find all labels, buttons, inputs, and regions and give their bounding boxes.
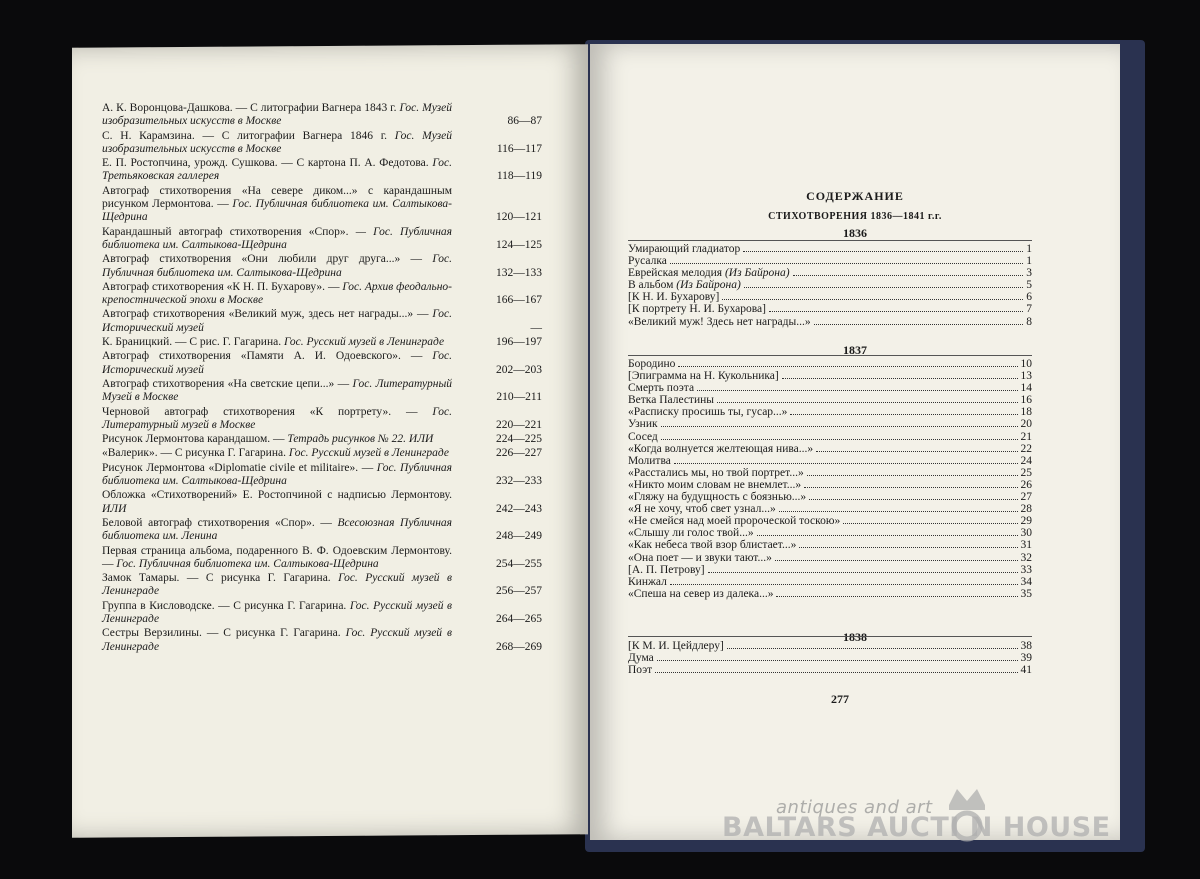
toc-entry-title-wrap [628, 394, 714, 406]
watermark-tagline: antiques and art [776, 797, 933, 818]
toc-entry-page: 29 [1020, 515, 1032, 528]
dot-leader [708, 572, 1018, 573]
toc-entry [628, 316, 1032, 328]
toc-entry-page: 1 [1026, 255, 1032, 268]
illustration-caption [102, 253, 452, 280]
toc-year: 1838 [843, 630, 867, 644]
illustration-caption-text: Группа в Кисловодске. — С рисунка Г. Гагарина. [102, 599, 347, 612]
dot-leader [782, 378, 1018, 379]
illustration-caption [102, 462, 452, 489]
toc-entry-page: 41 [1020, 664, 1032, 677]
toc-entry-title: Узник [628, 418, 658, 431]
toc-entry [628, 455, 1032, 467]
illustration-caption [102, 102, 452, 129]
illustration-pages: 202—203 [496, 363, 542, 376]
dot-leader [661, 439, 1018, 440]
dot-leader [790, 414, 1017, 415]
toc-entry-title-wrap [628, 503, 776, 515]
illustration-entry [102, 572, 542, 599]
toc-entry [628, 267, 1032, 279]
toc-entry-title-wrap [628, 527, 754, 539]
dot-leader [807, 475, 1018, 476]
toc-entry-title-wrap [628, 588, 773, 600]
illustration-entry [102, 433, 542, 446]
toc-entry [628, 291, 1032, 303]
toc-entry-title: Сосед [628, 430, 658, 443]
toc-entry-page: 39 [1020, 652, 1032, 665]
toc-entry-title: Умирающий гладиатор [628, 243, 741, 255]
toc-entry-title-wrap [628, 418, 658, 430]
illustration-caption-text: Автограф стихотворения «На севере диком...» с карандашным рисунком Лермонтова. — [102, 184, 452, 211]
illustration-entry [102, 378, 542, 405]
toc-entry-page: 34 [1020, 575, 1032, 588]
toc-entry-title-wrap [628, 370, 779, 382]
illustrations-list [102, 102, 542, 655]
illustration-entry [102, 545, 542, 572]
illustration-caption [102, 627, 452, 654]
illustration-caption [102, 447, 452, 460]
dot-leader [670, 584, 1018, 585]
illustration-caption-text: Автограф стихотворения «Они любили друг друга...» — [102, 253, 423, 266]
toc-entry [628, 491, 1032, 503]
illustration-pages: 224—225 [496, 433, 542, 446]
toc-heading: СОДЕРЖАНИЕ [806, 189, 904, 203]
illustration-caption-text: Рисунок Лермонтова карандашом. — [102, 433, 285, 446]
toc-entry-title-wrap [628, 382, 694, 394]
illustration-entry [102, 185, 542, 225]
illustration-source: Гос. Русский музей в Ленинграде [283, 336, 445, 349]
watermark-title: BALTARS AUCTI N HOUSE [722, 812, 1111, 843]
illustration-caption [102, 545, 452, 572]
illustration-caption-text: К. Браницкий. — С рис. Г. Гагарина. [102, 336, 282, 349]
dot-leader [779, 511, 1018, 512]
toc-entry-page: 10 [1020, 358, 1032, 370]
toc-entry-page: 7 [1026, 303, 1032, 316]
illustration-pages: 166—167 [496, 294, 542, 307]
dot-leader [809, 499, 1017, 500]
dot-leader [727, 648, 1018, 649]
toc-entry-title: «Никто моим словам не внемлет...» [628, 478, 802, 491]
illustration-source: Гос. Публичная библиотека им. Салтыкова-Щедрина [102, 198, 452, 224]
toc-entry-title-wrap [628, 652, 654, 664]
toc-entry [628, 418, 1032, 430]
illustration-caption [102, 308, 452, 335]
illustration-caption [102, 130, 452, 157]
illustration-pages: 268—269 [496, 640, 542, 653]
illustration-caption [102, 406, 452, 433]
toc-entry [628, 370, 1032, 382]
illustration-entry [102, 102, 542, 129]
dot-leader [674, 463, 1018, 464]
dot-leader [717, 402, 1018, 403]
illustration-caption-text: Беловой автограф стихотворения «Спор». — [102, 516, 332, 529]
illustration-entry [102, 226, 542, 253]
illustration-caption-text: Е. П. Ростопчина, урожд. Сушкова. — С картона П. А. Федотова. [102, 157, 429, 170]
illustration-entry [102, 350, 542, 377]
toc-entry-title: Ветка Палестины [628, 394, 714, 407]
dot-leader [804, 487, 1017, 488]
illustration-pages: — [530, 321, 542, 334]
toc-entry [628, 243, 1032, 255]
illustration-caption-text: Автограф стихотворения «На светские цепи...» — [102, 377, 350, 390]
toc-entry-title-wrap [628, 303, 766, 315]
illustration-source: Гос. Архив феодально-крепостнической эпохи в Москве [102, 280, 452, 307]
toc-entry-title: Бородино [628, 358, 676, 370]
dot-leader [843, 523, 1017, 524]
toc-entry-page: 21 [1020, 430, 1032, 443]
dot-leader [743, 251, 1023, 252]
toc-entry-title-wrap [628, 316, 811, 328]
toc-entry-title: «Как небеса твой взор блистает...» [628, 539, 797, 552]
toc-entry-title-wrap [628, 243, 740, 255]
dot-leader [744, 287, 1023, 288]
toc-entry [628, 503, 1032, 515]
toc-entry [628, 576, 1032, 588]
toc-section [628, 243, 1032, 328]
illustration-source: Гос. Русский музей в Ленинграде [102, 599, 452, 625]
illustration-source: Гос. Музей изобразительных искусств в Москве [102, 102, 452, 128]
toc-entry-title: [К Н. И. Бухарову] [628, 291, 720, 304]
toc-entry-title: [К портрету Н. И. Бухарова] [628, 303, 766, 316]
toc-year: 1836 [843, 226, 867, 240]
toc-entry-title-wrap [628, 564, 705, 576]
toc-entry-title-wrap [628, 267, 790, 279]
toc-subheading: СТИХОТВОРЕНИЯ 1836—1841 г.г. [768, 211, 942, 222]
toc-entry [628, 552, 1032, 564]
toc-entry [628, 406, 1032, 418]
illustration-caption-text: Замок Тамары. — С рисунка Г. Гагарина. [102, 572, 331, 585]
toc-entry-page: 22 [1020, 442, 1032, 455]
illustration-pages: 196—197 [496, 336, 542, 349]
illustration-caption [102, 600, 452, 627]
toc-entry-page: 18 [1020, 406, 1032, 419]
illustration-caption [102, 489, 452, 516]
illustration-caption [102, 350, 452, 377]
illustration-pages: 132—133 [496, 266, 542, 279]
toc-entry-title-wrap [628, 539, 796, 551]
toc-entry-title-wrap [628, 664, 652, 676]
illustration-source: Гос. Русский музей в Ленинграде [102, 572, 452, 598]
page-number: 277 [831, 692, 849, 706]
illustration-source: Гос. Русский музей в Ленинграде [102, 627, 452, 653]
toc-entry-title: «Расписку просишь ты, гусар...» [628, 406, 788, 419]
toc-entry-title: Кинжал [628, 575, 667, 588]
toc-entry-page: 28 [1020, 503, 1032, 516]
toc-entry-note: (Из Байрона) [676, 279, 741, 292]
toc-entry-title-wrap [628, 406, 787, 418]
toc-entry-title: [К М. И. Цейдлеру] [628, 640, 724, 652]
toc-entry-title: [А. П. Петрову] [628, 563, 705, 576]
toc-entry-title-wrap [628, 255, 667, 267]
toc-entry [628, 279, 1032, 291]
illustration-source: ИЛИ [102, 502, 127, 515]
illustration-caption [102, 226, 452, 253]
toc-entry [628, 358, 1032, 370]
toc-entry-title-wrap [628, 552, 772, 564]
illustration-source: Гос. Публичная библиотека им. Салтыкова-Щедрина [116, 557, 379, 570]
illustration-source: Гос. Публичная библиотека им. Салтыкова-Щедрина [102, 461, 453, 488]
toc-entry-title-wrap [628, 358, 675, 370]
toc-entry-page: 32 [1020, 551, 1032, 564]
illustration-entry [102, 600, 542, 627]
toc-entry-page: 16 [1020, 394, 1032, 407]
illustration-caption [102, 517, 452, 544]
dot-leader [776, 596, 1017, 597]
toc-entry-title: «Она поет — и звуки тают...» [628, 551, 772, 564]
illustration-source: Гос. Музей изобразительных искусств в Москве [102, 129, 453, 155]
illustration-caption-text: Автограф стихотворения «Памяти А. И. Одоевского». — [102, 350, 423, 363]
dot-leader [661, 426, 1018, 427]
illustration-caption [102, 336, 452, 349]
toc-entry-title-wrap [628, 291, 719, 303]
illustration-pages: 118—119 [496, 170, 542, 183]
illustration-caption [102, 281, 452, 308]
toc-entry-title-wrap [628, 467, 804, 479]
toc-entry-title: Дума [628, 652, 654, 665]
illustration-caption-text: Сестры Верзилины. — С рисунка Г. Гагарина. [102, 627, 341, 640]
toc-entry-page: 33 [1020, 563, 1032, 576]
toc-entry [628, 588, 1032, 600]
dot-leader [655, 672, 1017, 673]
illustration-entry [102, 336, 542, 349]
toc-entry-title-wrap [628, 455, 671, 467]
toc-entry-page: 14 [1020, 382, 1032, 395]
illustration-pages: 124—125 [496, 238, 542, 251]
illustration-pages: 232—233 [496, 475, 542, 488]
illustration-entry [102, 308, 542, 335]
illustration-pages: 116—117 [496, 142, 542, 155]
toc-entry-note: (Из Байрона) [724, 267, 790, 280]
illustration-entry [102, 627, 542, 654]
dot-leader [799, 547, 1017, 548]
toc-entry-title: [Эпиграмма на Н. Кукольника] [628, 370, 779, 383]
illustration-entry [102, 406, 542, 433]
toc-entry-title: Еврейская мелодия [628, 267, 723, 280]
illustration-caption-text: Автограф стихотворения «Великий муж, здесь нет награды...» — [102, 308, 429, 321]
toc-entry-page: 35 [1020, 587, 1032, 600]
illustration-caption-text: Первая страница альбома, подаренного В. Ф. Одоевским Лермонтову. — [102, 544, 452, 570]
illustration-pages: 210—211 [496, 391, 542, 404]
illustration-source: Гос. Русский музей в Ленинграде [288, 447, 449, 460]
illustration-pages: 220—221 [496, 418, 542, 431]
dot-leader [678, 366, 1017, 367]
illustration-caption-text: С. Н. Карамзина. — С литографии Вагнера 1846 г. [102, 129, 387, 142]
illustration-source: — Гос. Публичная библиотека им. Салтыкова-Щедрина [102, 225, 453, 251]
illustration-caption-text: Автограф стихотворения «К Н. П. Бухарову». — [102, 280, 340, 293]
crown-logo-icon [945, 781, 989, 843]
toc-section [628, 358, 1032, 600]
toc-entry-title: «Расстались мы, но твой портрет...» [628, 466, 804, 479]
toc-entry-page: 20 [1020, 418, 1032, 431]
illustration-caption-text: «Валерик». — С рисунка Г. Гагарина. [102, 447, 286, 460]
toc-entry-title-wrap [628, 443, 813, 455]
toc-entry [628, 515, 1032, 527]
toc-entry [628, 443, 1032, 455]
toc-entry-title: «Я не хочу, чтоб свет узнал...» [628, 503, 776, 516]
illustration-source: Гос. Литературный Музей в Москве [102, 377, 452, 404]
illustration-entry [102, 447, 542, 460]
toc-entry [628, 467, 1032, 479]
toc-entry-title-wrap [628, 640, 724, 652]
toc-entry-page: 26 [1020, 478, 1032, 491]
toc-entry-page: 6 [1026, 291, 1032, 304]
toc-entry-title: «Когда волнуется желтеющая нива...» [628, 442, 814, 455]
toc-entry-title-wrap [628, 279, 741, 291]
dot-leader [775, 560, 1018, 561]
toc-divider [628, 355, 1032, 356]
toc-entry [628, 479, 1032, 491]
toc-entry [628, 303, 1032, 315]
illustration-source: Гос. Публичная библиотека им. Салтыкова-Щедрина [102, 253, 452, 279]
toc-entry-page: 1 [1026, 243, 1032, 255]
toc-entry-page: 13 [1020, 370, 1032, 383]
toc-entry [628, 539, 1032, 551]
toc-section [628, 640, 1032, 676]
illustration-entry [102, 130, 542, 157]
toc-entry-page: 5 [1026, 279, 1032, 292]
illustration-source: Всесоюзная Публичная библиотека им. Ленина [102, 516, 453, 543]
illustration-caption [102, 572, 452, 599]
dot-leader [814, 324, 1024, 325]
toc-entry [628, 431, 1032, 443]
illustration-caption [102, 433, 452, 446]
toc-entry-title: Русалка [628, 255, 667, 268]
toc-entry-title-wrap [628, 515, 840, 527]
illustration-entry [102, 281, 542, 308]
dot-leader [657, 660, 1018, 661]
toc-entry-page: 8 [1026, 315, 1032, 328]
toc-entry-title: Молитва [628, 454, 671, 467]
illustration-entry [102, 462, 542, 489]
illustration-source: Гос. Третьяковская галлерея [102, 157, 453, 183]
illustration-pages: 120—121 [496, 211, 542, 224]
illustration-entry [102, 489, 542, 516]
illustration-source: Гос. Исторический музей [102, 350, 452, 376]
toc-entry-title: «Великий муж! Здесь нет награды...» [628, 315, 811, 328]
toc-entry-title-wrap [628, 491, 806, 503]
illustration-source: Гос. Исторический музей [102, 308, 453, 334]
illustration-caption-text: Обложка «Стихотворений» Е. Ростопчиной с надписью Лермонтову. [102, 489, 452, 502]
illustration-pages: 242—243 [496, 502, 542, 515]
toc-entry-title: «Гляжу на будущность с боязнью...» [628, 491, 807, 504]
illustration-caption [102, 378, 452, 405]
illustration-entry [102, 517, 542, 544]
illustration-caption-text: Карандашный автограф стихотворения «Спор». [102, 225, 349, 238]
illustration-pages: 264—265 [496, 612, 542, 625]
toc-entry-page: 27 [1020, 491, 1032, 504]
illustration-pages: 248—249 [496, 530, 542, 543]
toc-entry-title: Поэт [628, 664, 653, 677]
illustration-caption-text: Рисунок Лермонтова «Diplomatie civile et militaire». — [102, 461, 374, 474]
toc-entry-title-wrap [628, 431, 658, 443]
illustration-pages: 254—255 [496, 557, 542, 570]
dot-leader [793, 275, 1024, 276]
dot-leader [697, 390, 1017, 391]
illustration-pages: 86—87 [507, 115, 542, 128]
toc-entry-title: «Не смейся над моей пророческой тоскою» [628, 515, 841, 528]
dot-leader [757, 535, 1018, 536]
illustration-source: Гос. Литературный музей в Москве [102, 405, 453, 431]
illustration-caption [102, 185, 452, 225]
illustration-entry [102, 157, 542, 184]
toc-entry [628, 652, 1032, 664]
illustration-caption-text: Черновой автограф стихотворения «К портрету». — [102, 405, 418, 418]
toc-entry-page: 38 [1020, 640, 1032, 652]
toc-entry-page: 25 [1020, 466, 1032, 479]
illustration-caption [102, 157, 452, 184]
toc-entry-title-wrap [628, 479, 801, 491]
toc-entry-title: В альбом [628, 279, 674, 292]
toc-divider [628, 240, 1032, 241]
toc-entry [628, 564, 1032, 576]
toc-entry-page: 31 [1020, 539, 1032, 552]
illustration-source: Тетрадь рисунков № 22. ИЛИ [287, 433, 434, 446]
toc-divider [628, 636, 1032, 637]
toc-entry-page: 30 [1020, 527, 1032, 540]
toc-year: 1837 [843, 343, 867, 357]
toc-entry [628, 382, 1032, 394]
toc-entry-title: «Слышу ли голос твой...» [628, 527, 754, 540]
toc-entry [628, 664, 1032, 676]
illustration-pages: 226—227 [496, 447, 542, 460]
illustration-entry [102, 253, 542, 280]
toc-entry-page: 24 [1020, 454, 1032, 467]
toc-entry-page: 3 [1026, 267, 1032, 280]
toc-entry-title-wrap [628, 576, 667, 588]
dot-leader [769, 311, 1023, 312]
toc-entry-title: Смерть поэта [628, 382, 695, 395]
dot-leader [722, 299, 1023, 300]
toc-entry-title: «Спеша на север из далека...» [628, 587, 774, 600]
dot-leader [816, 451, 1017, 452]
toc-entry [628, 640, 1032, 652]
illustration-caption-text: А. К. Воронцова-Дашкова. — С литографии Вагнера 1843 г. [102, 102, 397, 114]
toc-entry [628, 527, 1032, 539]
dot-leader [670, 263, 1023, 264]
toc-entry [628, 394, 1032, 406]
toc-entry [628, 255, 1032, 267]
illustration-pages: 256—257 [496, 585, 542, 598]
